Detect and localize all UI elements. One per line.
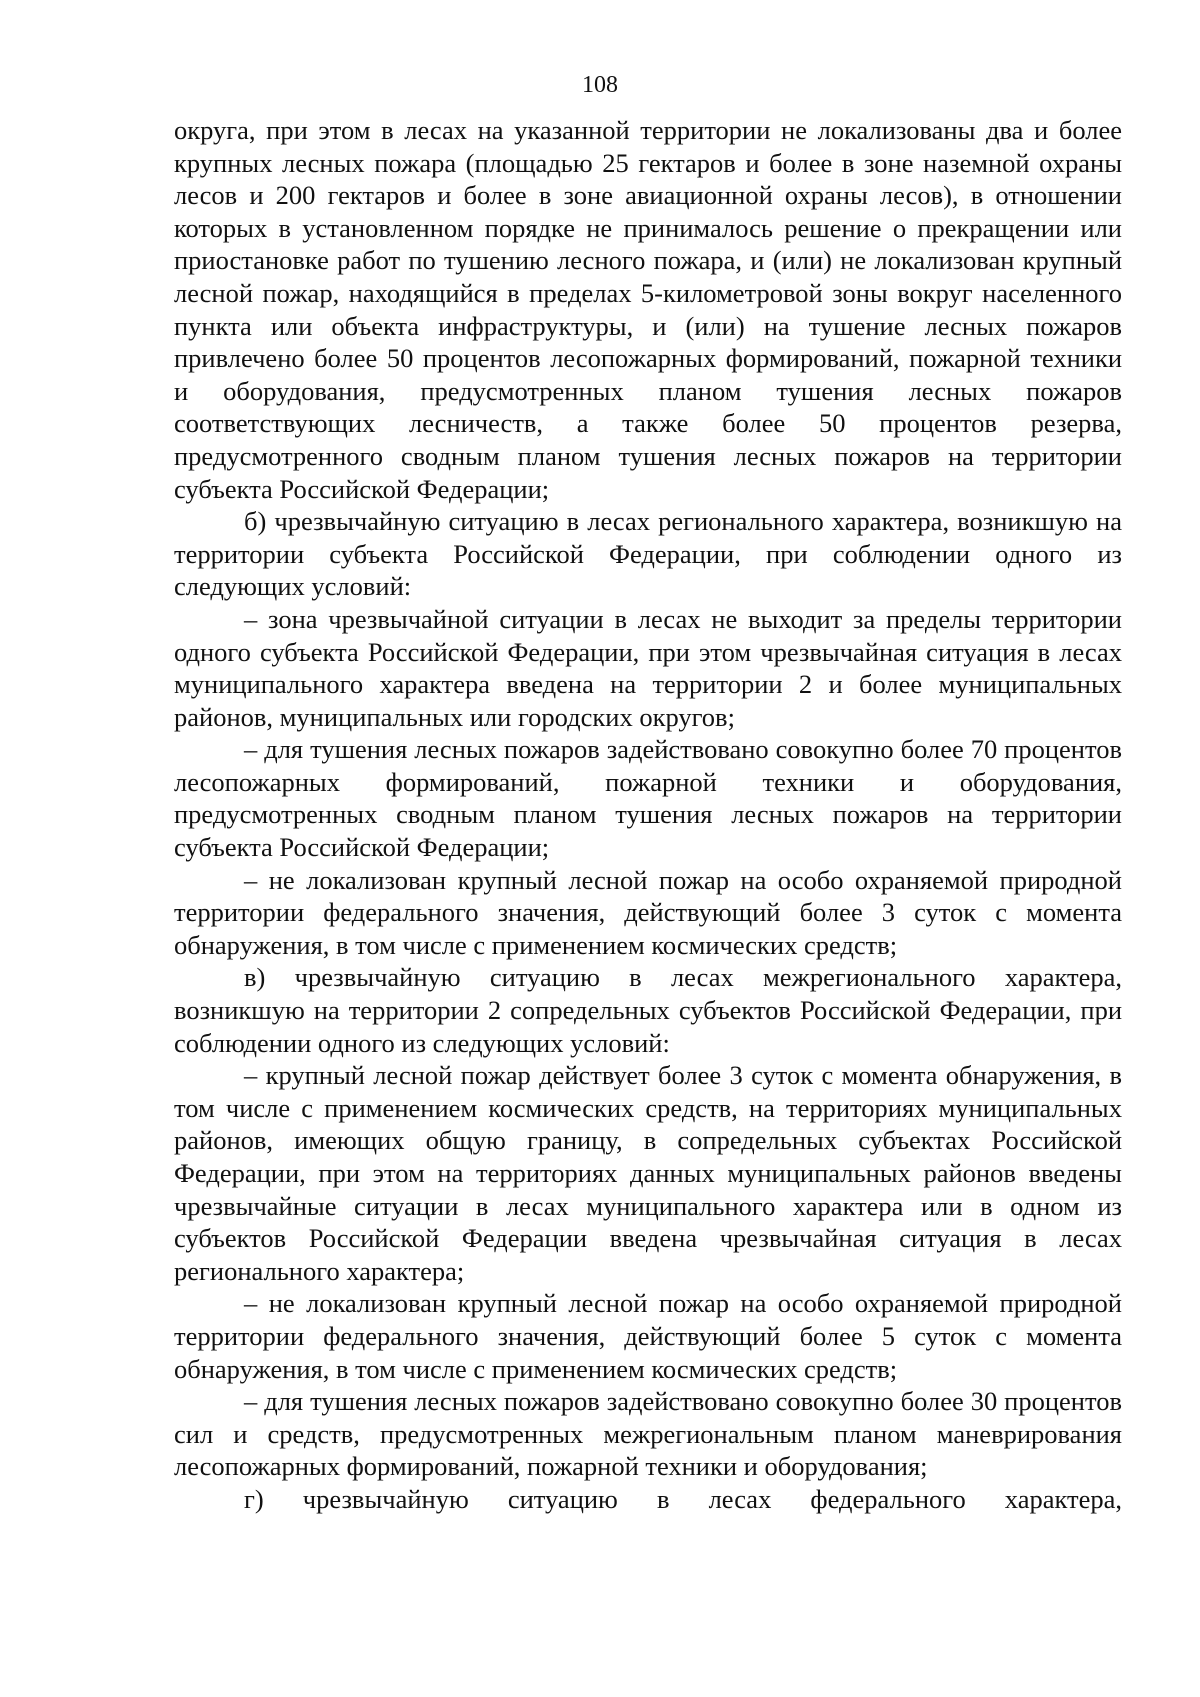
paragraph-item-g: г) чрезвычайную ситуацию в лесах федерального характера, (244, 1483, 1122, 1514)
page-number: 108 (582, 72, 618, 98)
paragraph-condition: – крупный лесной пожар действует более 3 суток с момента обнаружения, в том числе с применением космических средств, на территориях муниципальных районов, имеющих общую границу, в сопредельных субъектах Российской Федерации, при этом на территориях данных муниципальных районов введены чрезвычайные ситуации в лесах муниципального характера или в одном из субъектов Российской Федерации введена чрезвычайная ситуация в лесах регионального характера; (174, 1060, 1122, 1286)
paragraph-condition: – не локализован крупный лесной пожар на особо охраняемой природной территории федерального значения, действующий более 3 суток с момента обнаружения, в том числе с применением космических средств; (174, 864, 1122, 960)
paragraph-condition: – для тушения лесных пожаров задействовано совокупно более 30 процентов сил и средств, предусмотренных межрегиональным планом маневрирования лесопожарных формирований, пожарной техники и оборудования; (174, 1386, 1122, 1482)
paragraph-condition: – не локализован крупный лесной пожар на особо охраняемой природной территории федерального значения, действующий более 5 суток с момента обнаружения, в том числе с применением космических средств; (174, 1288, 1122, 1384)
paragraph-condition: – для тушения лесных пожаров задействовано совокупно более 70 процентов лесопожарных формирований, пожарной техники и оборудования, предусмотренных сводным планом тушения лесных пожаров на территории субъекта Российской Федерации; (174, 734, 1122, 863)
paragraph-condition: – зона чрезвычайной ситуации в лесах не выходит за пределы территории одного субъекта Российской Федерации, при этом чрезвычайная ситуация в лесах муниципального характера введена на территории 2 и более муниципальных районов, муниципальных или городских округов; (174, 603, 1122, 732)
paragraph-continuation: округа, при этом в лесах на указанной территории не локализованы два и более крупных лесных пожара (площадью 25 гектаров и более в зоне наземной охраны лесов и 200 гектаров и более в зоне авиационной охраны лесов), в отношении которых в установленном порядке не принималось решение о прекращении или приостановке работ по тушению лесного пожара, и (или) не локализован крупный лесной пожар, находящийся в пределах 5-километровой зоны вокруг населенного пункта или объекта инфраструктуры, и (или) на тушение лесных пожаров привлечено более 50 процентов лесопожарных формирований, пожарной техники и оборудования, предусмотренных планом тушения лесных пожаров соответствующих лесничеств, а также более 50 процентов резерва, предусмотренного сводным планом тушения лесных пожаров на территории субъекта Российской Федерации; (174, 115, 1122, 504)
document-body (174, 114, 1122, 1516)
paragraph-item-b: б) чрезвычайную ситуацию в лесах регионального характера, возникшую на территории субъекта Российской Федерации, при соблюдении одного из следующих условий: (174, 506, 1122, 602)
paragraph-item-v: в) чрезвычайную ситуацию в лесах межрегионального характера, возникшую на территории 2 сопредельных субъектов Российской Федерации, при соблюдении одного из следующих условий: (174, 962, 1122, 1058)
